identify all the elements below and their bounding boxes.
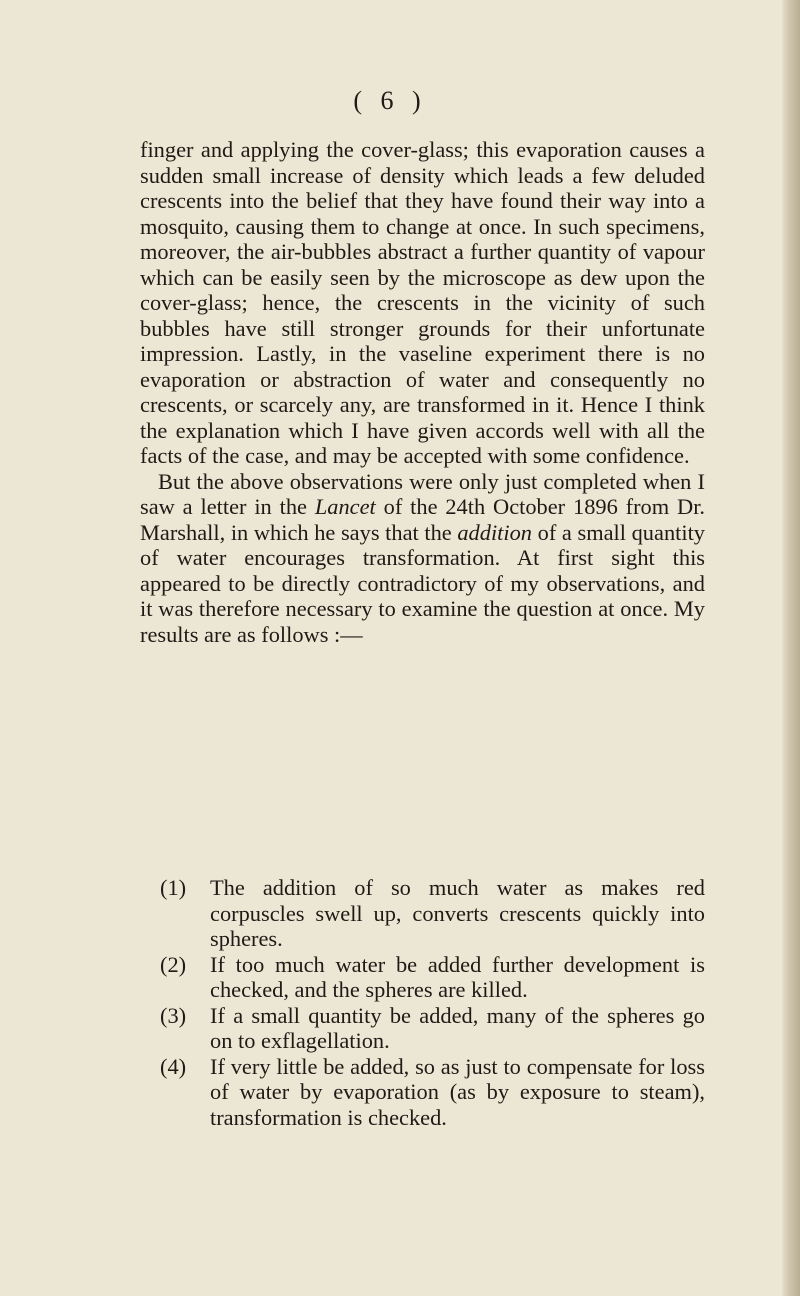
result-text: The addition of so much water as makes red corpuscles swell up, converts crescents quickly into spheres. — [210, 875, 705, 951]
result-number: (2) — [160, 951, 187, 977]
result-item — [140, 875, 705, 952]
paragraph-2-part-1: But the above observations were only just completed when I saw a letter in the — [140, 468, 705, 519]
body-text — [140, 137, 705, 647]
emphasis-word: addition — [457, 519, 532, 545]
results-list — [140, 875, 705, 1130]
result-number: (1) — [160, 875, 187, 900]
result-number: (4) — [160, 1053, 187, 1079]
result-text: If too much water be added further development is checked, and the spheres are killed. — [210, 951, 705, 1002]
result-text: If a small quantity be added, many of the spheres go on to exflagellation. — [210, 1002, 705, 1053]
paragraph-2-part-2: of the 24th October 1896 from Dr. Marshall, in which he says that the — [140, 494, 706, 545]
paragraph-1: finger and applying the cover-glass; this evaporation causes a sudden small increase of density which leads a few deluded crescents into the belief that they have found their way into a mosquito, causing them to change at once. In such specimens, moreover, the air-bubbles abstract a further quantity of vapour which can be easily seen by the microscope as dew upon the cover-glass; hence, the crescents in the vicinity of such bubbles have still stronger grounds for their unfortunate impression. Lastly, in the vaseline experiment there is no evaporation or abstraction of water and consequently no crescents, or scarcely any, are transformed in it. Hence I think the explanation which I have given accords well with all the facts of the case, and may be accepted with some confidence. — [140, 137, 705, 468]
result-number: (3) — [160, 1002, 187, 1028]
result-text: If very little be added, so as just to compensate for loss of water by evaporation (as by exposure to steam), transformation is checked. — [210, 1053, 705, 1130]
result-item — [140, 1054, 705, 1131]
paragraph-2 — [140, 469, 705, 648]
page-edge — [782, 0, 800, 1296]
result-item — [140, 1003, 705, 1054]
page-number: ( 6 ) — [353, 86, 427, 115]
journal-name: Lancet — [314, 494, 376, 519]
paragraph-2-part-3: of a small quantity of water encourages transformation. At first sight this appeared to be directly contradictory of my observations, and it was therefore necessary to examine the question at once. My results are as follows :— — [140, 519, 705, 647]
result-item — [140, 952, 705, 1003]
